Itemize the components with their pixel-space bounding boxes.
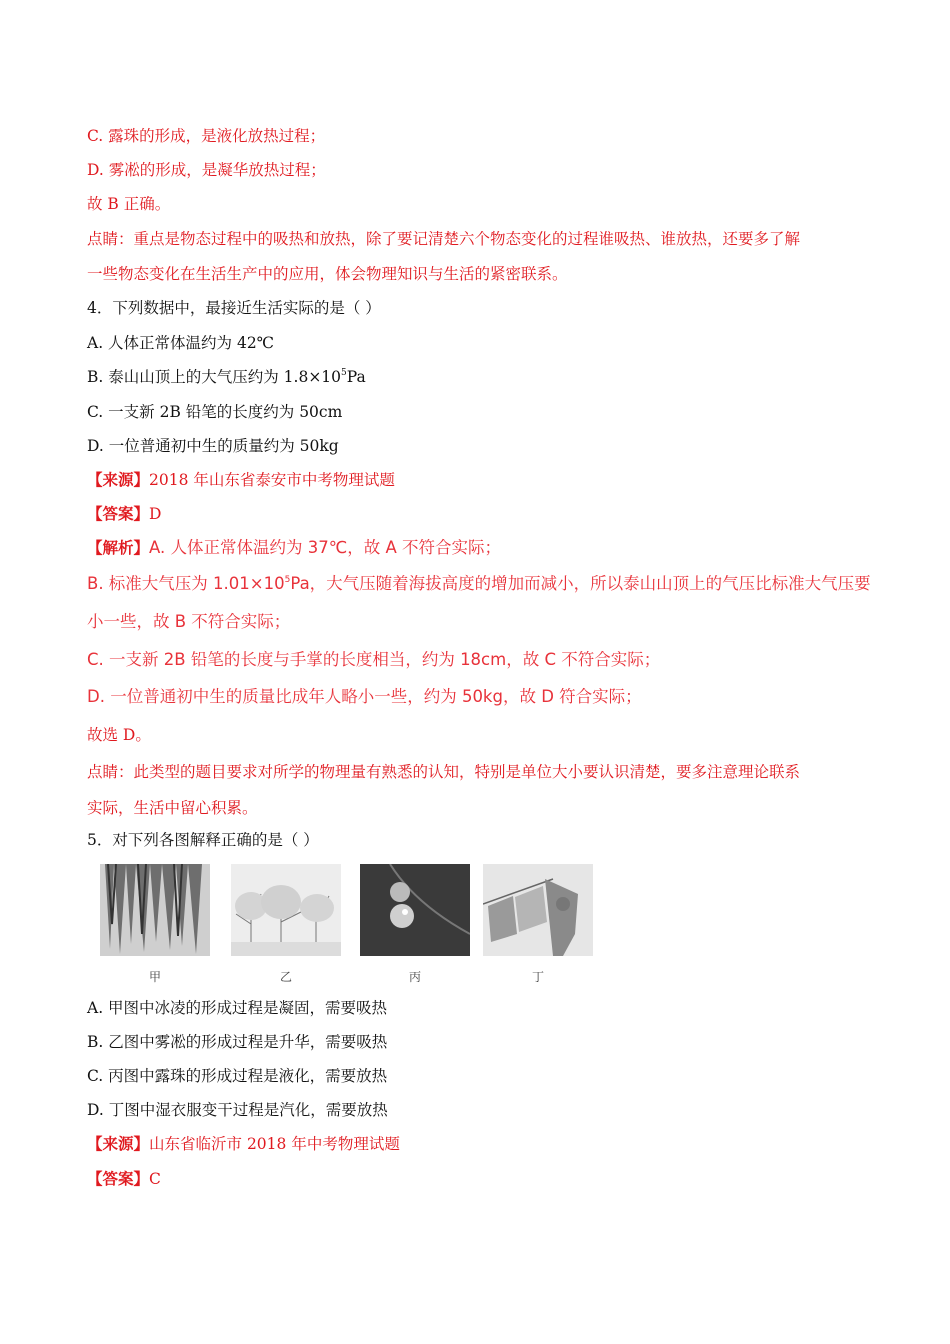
figure-caption-jia: 甲 [148, 970, 161, 984]
question-4-option-a: A. 人体正常体温约为 42℃ [87, 334, 275, 352]
question-4-note-2: 实际，生活中留心积累。 [87, 799, 258, 817]
conclusion-line: 故 B 正确。 [87, 195, 171, 213]
question-5-answer: 【答案】C [87, 1169, 161, 1188]
figure-caption-bing: 丙 [408, 970, 421, 984]
question-4-option-b: B. 泰山山顶上的大气压约为 $1.8\times 10^5Pa$ [87, 368, 366, 386]
question-4-analysis-a: 【解析】A. 人体正常体温约为 37℃，故 A 不符合实际； [87, 538, 502, 557]
question-5-option-b: B. 乙图中雾凇的形成过程是升华，需要吸热 [87, 1033, 388, 1051]
question-4-analysis-d: D. 一位普通初中生的质量比成年人略小一些，约为 50kg，故 D 符合实际； [87, 687, 642, 706]
figure-drying-clothes [483, 864, 593, 956]
question-4-option-c: C. 一支新 2B 铅笔的长度约为 50cm [87, 403, 343, 421]
question-4-answer: 【答案】D [87, 504, 162, 523]
question-5-option-d: D. 丁图中湿衣服变干过程是汽化，需要放热 [87, 1101, 388, 1119]
note-line-1: 点睛：重点是物态过程中的吸热和放热，除了要记清楚六个物态变化的过程谁吸热、谁放热，还要多了解 [87, 230, 801, 248]
question-4-source: 【来源】2018 年山东省泰安市中考物理试题 [87, 470, 395, 489]
question-4-stem: 4．下列数据中，最接近生活实际的是（ ） [87, 299, 381, 317]
analysis-line-c: C. 露珠的形成，是液化放热过程； [87, 127, 326, 145]
question-4-selection: 故选 D。 [87, 726, 151, 744]
question-4-note-1: 点睛：此类型的题目要求对所学的物理量有熟悉的认知，特别是单位大小要认识清楚，要多注意理论联系 [87, 763, 801, 781]
analysis-line-d: D. 雾凇的形成，是凝华放热过程； [87, 161, 326, 179]
figure-dew-drops [360, 864, 470, 956]
figure-rime-trees [231, 864, 341, 956]
figure-icicles [100, 864, 210, 956]
figure-caption-ding: 丁 [531, 970, 544, 984]
question-4-option-d: D. 一位普通初中生的质量约为 50kg [87, 437, 339, 455]
question-4-analysis-b-cont: 小一些，故 B 不符合实际； [87, 612, 291, 631]
question-5-option-c: C. 丙图中露珠的形成过程是液化，需要放热 [87, 1067, 388, 1085]
question-5-source: 【来源】山东省临沂市 2018 年中考物理试题 [87, 1134, 400, 1153]
note-line-2: 一些物态变化在生活生产中的应用，体会物理知识与生活的紧密联系。 [87, 265, 568, 283]
question-5-figures [98, 864, 593, 986]
figure-caption-yi: 乙 [279, 970, 292, 984]
question-4-analysis-b: B. 标准大气压为 $1.01\times 10^5Pa$，大气压随着海拔高度的增加而减小，所以泰山山顶上的气压比标准大气压要 [87, 574, 871, 593]
question-5-stem: 5．对下列各图解释正确的是（ ） [87, 831, 319, 849]
question-5-option-a: A. 甲图中冰凌的形成过程是凝固，需要吸热 [87, 999, 388, 1017]
question-4-analysis-c: C. 一支新 2B 铅笔的长度与手掌的长度相当，约为 18cm，故 C 不符合实际； [87, 650, 661, 669]
